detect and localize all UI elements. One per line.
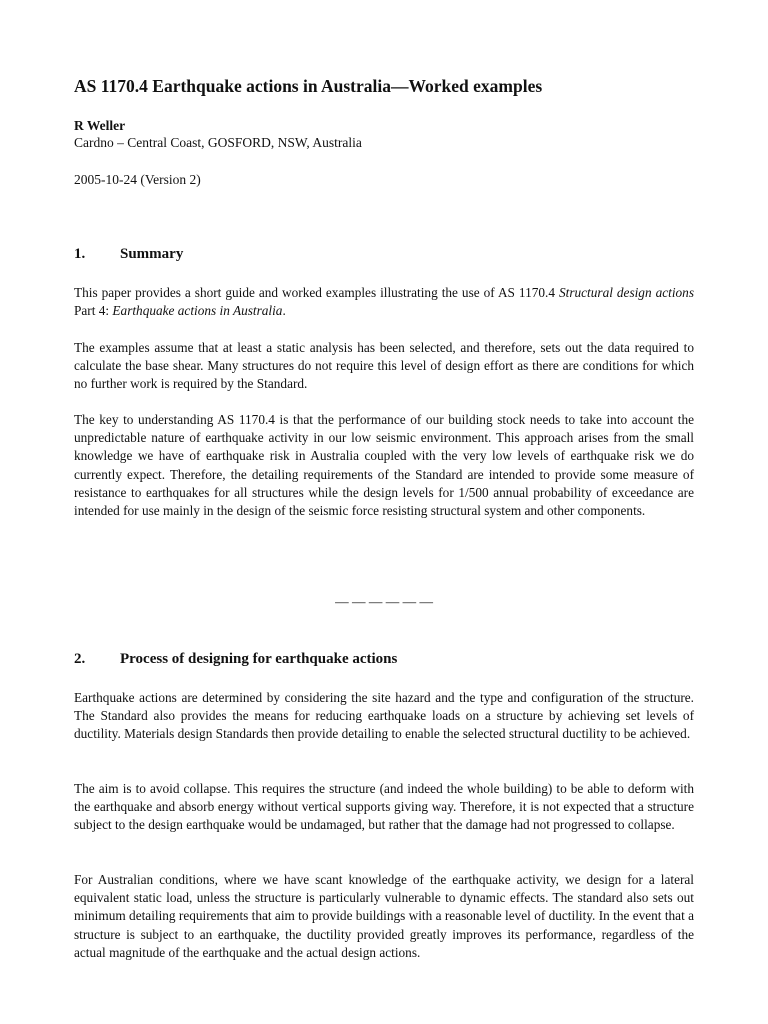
paragraph-text: . xyxy=(282,303,286,319)
paragraph-text: Part 4: xyxy=(74,303,113,319)
standard-title-italic: Structural design actions xyxy=(558,285,694,300)
section-1-heading xyxy=(74,246,694,263)
section-separator: — — — — — — xyxy=(335,594,433,609)
section-2-paragraph-2: The aim is to avoid collapse. This requires the structure (and indeed the whole building) to be able to deform with the earthquake and absorb energy without vertical supports giving way. Therefore, it is not expected that a structure subject to the design earthquake would be undamaged, but rather that the damage had not progressed to collapse. xyxy=(74,781,694,833)
section-2-number: 2. xyxy=(74,651,86,667)
author-affiliation: Cardno – Central Coast, GOSFORD, NSW, Australia xyxy=(74,135,362,150)
section-2-title: Process of designing for earthquake actions xyxy=(120,651,398,667)
section-2-paragraph-1: Earthquake actions are determined by considering the site hazard and the type and configuration of the structure. The Standard also provides the means for reducing earthquake loads on a structure by achieving set levels of ductility. Materials design Standards then provide detailing to enable the selected structural ductility to be achieved. xyxy=(74,690,694,742)
document-title: AS 1170.4 Earthquake actions in Australia—Worked examples xyxy=(74,76,543,96)
section-1-number: 1. xyxy=(74,246,86,262)
paragraph-text: This paper provides a short guide and worked examples illustrating the use of AS 1170.4 xyxy=(74,285,559,300)
author-name: R Weller xyxy=(74,118,126,133)
section-1-paragraph-3: The key to understanding AS 1170.4 is that the performance of our building stock needs to take into account the unpredictable nature of earthquake activity in our low seismic environment. This approach arises from the small knowledge we have of earthquake risk in Australia coupled with the very low levels of earthquake risk we do currently expect. Therefore, the detailing requirements of the Standard are intended to provide some measure of resistance to earthquakes for all structures while the design levels for 1/500 annual probability of exceedance are intended for use mainly in the design of the seismic force resisting structural system and other components. xyxy=(74,412,694,519)
document-date: 2005-10-24 (Version 2) xyxy=(74,172,201,187)
section-1-paragraph-2: The examples assume that at least a static analysis has been selected, and therefore, sets out the data required to calculate the base shear. Many structures do not require this level of design effort as there are conditions for which no further work is required by the Standard. xyxy=(74,340,694,392)
standard-subtitle-italic: Earthquake actions in Australia xyxy=(112,303,283,319)
section-1-title: Summary xyxy=(120,246,184,262)
section-2-heading xyxy=(74,651,694,668)
section-1-paragraph-1 xyxy=(74,284,694,320)
section-2-paragraph-3: For Australian conditions, where we have scant knowledge of the earthquake activity, we design for a lateral equivalent static load, unless the structure is particularly vulnerable to dynamic effects. The standard also sets out minimum detailing requirements that aim to provide buildings with a reasonable level of ductility. In the event that a structure is subject to an earthquake, the ductility provided greatly improves its performance, regardless of the actual magnitude of the earthquake and the actual design actions. xyxy=(74,872,694,960)
